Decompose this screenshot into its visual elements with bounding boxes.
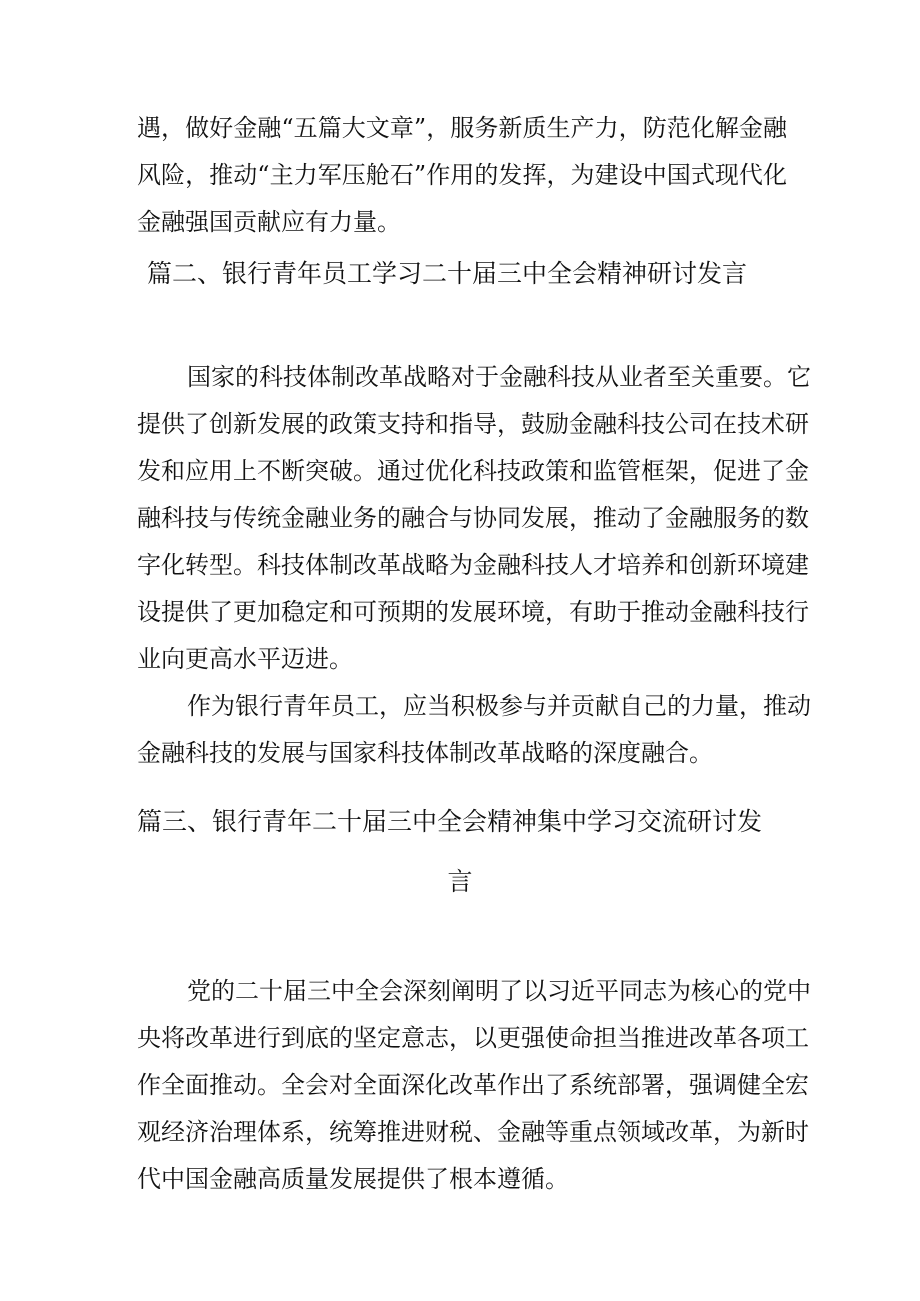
intro-line-2: 风险，推动“主力军压舱石”作用的发挥，为建设中国式现代化 [137, 161, 787, 189]
section-three-p1-line-2: 央将改革进行到底的坚定意志，以更强使命担当推进改革各项工 [137, 1024, 809, 1052]
section-two-p1-line-3: 发和应用上不断突破。通过优化科技政策和监管框架，促进了金 [137, 457, 809, 485]
section-two-heading: 篇二、银行青年员工学习二十届三中全会精神研讨发言 [147, 259, 748, 288]
section-two-p1-line-7: 业向更高水平迈进。 [137, 645, 353, 673]
intro-line-3: 金融强国贡献应有力量。 [137, 208, 401, 236]
section-two-p2-line-1: 作为银行青年员工，应当积极参与并贡献自己的力量，推动 [187, 692, 811, 720]
section-three-heading-continued: 言 [447, 867, 473, 896]
section-three-p1-line-4: 观经济治理体系，统筹推进财税、金融等重点领域改革，为新时 [137, 1118, 809, 1146]
section-two-p1-line-2: 提供了创新发展的政策支持和指导，鼓励金融科技公司在技术研 [137, 410, 809, 438]
section-three-p1-line-1: 党的二十届三中全会深刻阐明了以习近平同志为核心的党中 [187, 977, 811, 1005]
section-three-p1-line-5: 代中国金融高质量发展提供了根本遵循。 [137, 1165, 569, 1193]
section-two-p1-line-4: 融科技与传统金融业务的融合与协同发展，推动了金融服务的数 [137, 504, 809, 532]
intro-line-1: 遇，做好金融“五篇大文章”，服务新质生产力，防范化解金融 [137, 114, 787, 142]
section-two-p1-line-6: 设提供了更加稳定和可预期的发展环境，有助于推动金融科技行 [137, 598, 809, 626]
section-two-p1-line-5: 字化转型。科技体制改革战略为金融科技人才培养和创新环境建 [137, 551, 809, 579]
section-two-p2-line-2: 金融科技的发展与国家科技体制改革战略的深度融合。 [137, 739, 713, 767]
section-three-p1-line-3: 作全面推动。全会对全面深化改革作出了系统部署，强调健全宏 [137, 1071, 809, 1099]
section-two-p1-line-1: 国家的科技体制改革战略对于金融科技从业者至关重要。它 [187, 363, 811, 391]
section-three-heading: 篇三、银行青年二十届三中全会精神集中学习交流研讨发 [137, 807, 763, 836]
